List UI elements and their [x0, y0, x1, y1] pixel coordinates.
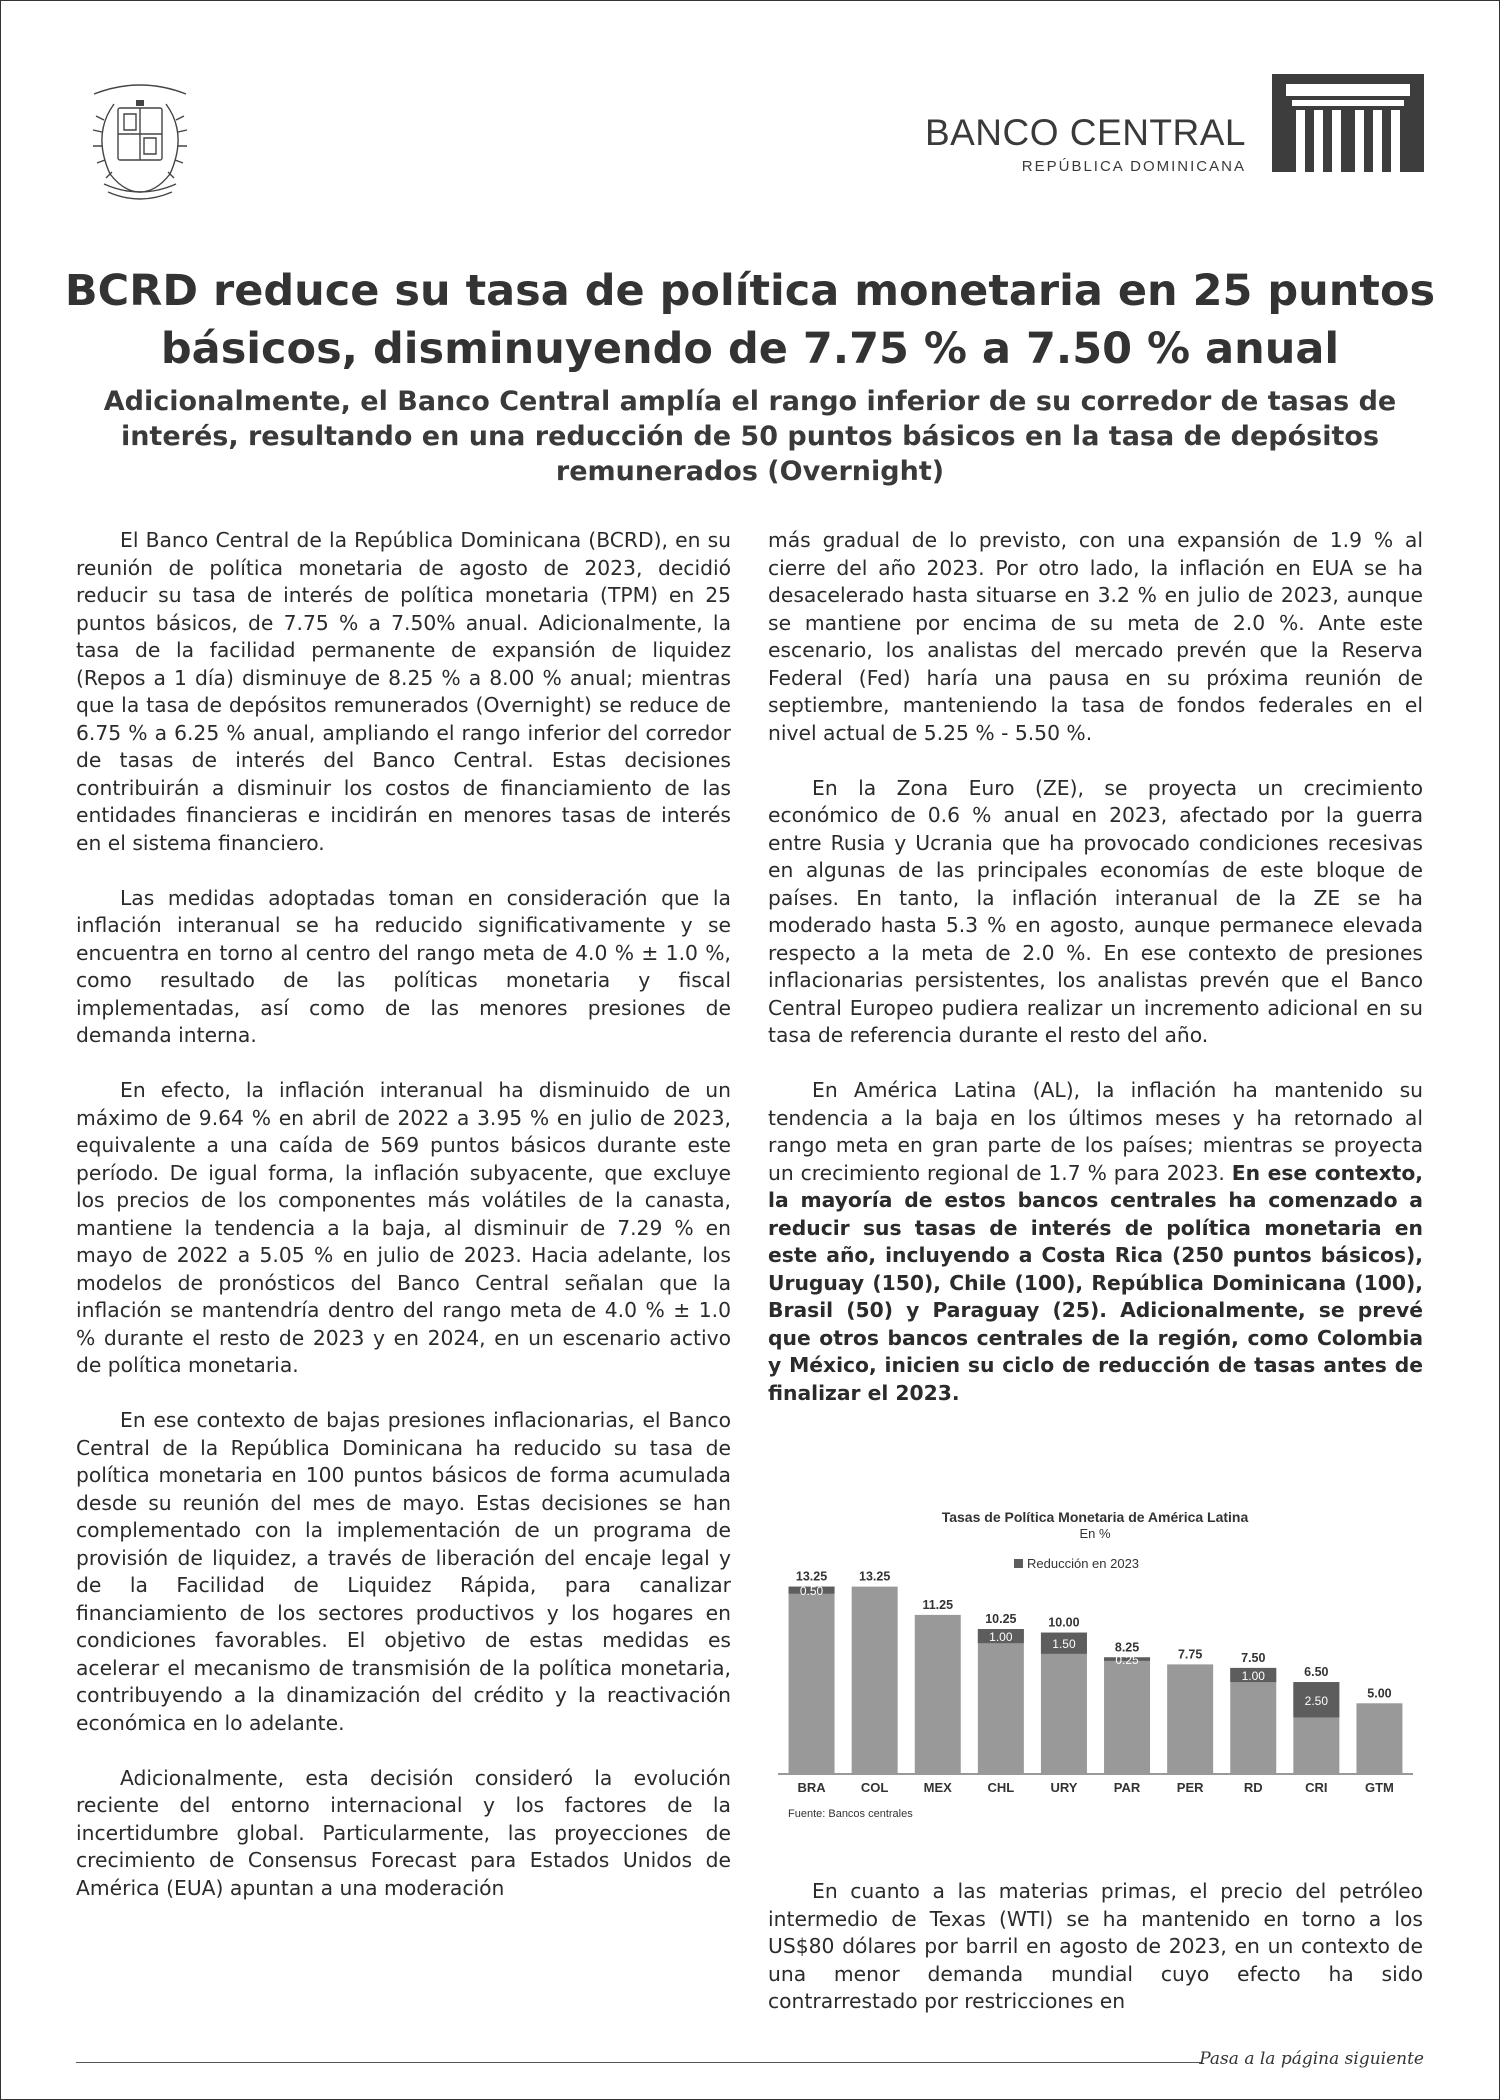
bar-per [1167, 1664, 1213, 1774]
paragraph: Las medidas adoptadas toman en consideración que la inflación interanual se ha reducido significativamente y se encuentra en torno al centro del rango meta de 4.0 % ± 1.0 %, como resultado de las políticas monetaria y fiscal implementadas, así como de las menores presiones de demanda interna. [76, 885, 731, 1047]
reduction-label: 1.00 [1241, 1669, 1265, 1683]
category-label: RD [1243, 1780, 1263, 1795]
right-column-continued [768, 1878, 1423, 2043]
category-label: URY [1050, 1780, 1078, 1795]
coat-of-arms-seal [74, 74, 206, 206]
legend-swatch [1014, 1559, 1023, 1568]
value-label: 7.75 [1177, 1647, 1203, 1662]
bar-gtm [1356, 1703, 1402, 1774]
reduction-label: 0.25 [1115, 1653, 1139, 1668]
value-label: 10.25 [985, 1612, 1017, 1627]
value-label: 7.50 [1241, 1650, 1266, 1665]
continued-note: Pasa a la página siguiente [1199, 2049, 1424, 2069]
paragraph-latam [768, 1077, 1423, 1407]
paragraph: Adicionalmente, esta decisión consideró la evolución reciente del entorno internacional y los factores de la incertidumbre global. Particularmente, las proyecciones de crecimiento de Consensus Forecast para Estados Unidos de América (EUA) apuntan a una moderación [76, 1765, 731, 1900]
chart-subtitle: En % [1079, 1526, 1111, 1541]
value-label: 10.00 [1048, 1615, 1080, 1630]
reduction-label: 1.50 [1052, 1637, 1076, 1652]
value-label: 5.00 [1367, 1686, 1392, 1701]
brand-block [924, 74, 1424, 175]
chart-title: Tasas de Política Monetaria de América Latina [941, 1509, 1249, 1525]
footer-rule [76, 2062, 1201, 2063]
paragraph: más gradual de lo previsto, con una expansión de 1.9 % al cierre del año 2023. Por otro lado, la inflación en EUA se ha desacelerado hasta situarse en 3.2 % en julio de 2023, aunque se mantiene por encima de su meta de 2.0 %. Ante este escenario, los analistas del mercado prevén que la Reserva Federal (Fed) haría una pausa en su próxima reunión de septiembre, manteniendo la tasa de fondos federales en el nivel actual de 5.25 % - 5.50 %. [768, 528, 1423, 745]
category-label: CHL [987, 1780, 1015, 1795]
page-title: BCRD reduce su tasa de política monetaria en 25 puntos básicos, disminuyendo de 7.75 % a 7.50 % anual [64, 266, 1436, 374]
legend-label: Reducción en 2023 [1027, 1556, 1140, 1571]
paragraph: En la Zona Euro (ZE), se proyecta un crecimiento económico de 0.6 % anual en 2023, afectado por la guerra entre Rusia y Ucrania que ha provocado condiciones recesivas en algunas de las principales economías de este bloque de países. En tanto, la inflación interanual de la ZE se ha moderado hasta 5.3 % en agosto, aunque permanece elevada respecto a la meta de 2.0 %. En ese contexto de presiones inflacionarias persistentes, los analistas prevén que el Banco Central Europeo pudiera realizar un incremento adicional en su tasa de referencia durante el resto del año. [768, 775, 1423, 1047]
page-subtitle: Adicionalmente, el Banco Central amplía el rango inferior de su corredor de tasas de interés, resultando en una reducción de 50 puntos básicos en la tasa de depósitos remunerados (Overnight) [103, 386, 1397, 487]
bar-par [1104, 1657, 1150, 1774]
reduction-label: 2.50 [1304, 1693, 1329, 1708]
bar-mex [915, 1615, 961, 1774]
category-label: PER [1176, 1780, 1204, 1795]
banco-central-logo-icon [1272, 74, 1424, 172]
category-label: MEX [923, 1780, 952, 1795]
bar-chl [978, 1629, 1024, 1774]
category-label: GTM [1365, 1780, 1394, 1795]
latam-policy-rate-chart [768, 1504, 1423, 1824]
category-label: COL [860, 1780, 889, 1795]
brand-name: BANCO CENTRAL [924, 112, 1246, 153]
category-label: PAR [1113, 1780, 1141, 1795]
right-column [768, 527, 1423, 1435]
category-label: CRI [1305, 1780, 1328, 1795]
paragraph: En cuanto a las materias primas, el precio del petróleo intermedio de Texas (WTI) se ha mantenido en torno a los US$80 dólares por barril en agosto de 2023, en un contexto de una menor demanda mundial cuyo efecto ha sido contrarrestado por restricciones en [768, 1879, 1423, 2013]
paragraph: El Banco Central de la República Dominicana (BCRD), en su reunión de política monetaria de agosto de 2023, decidió reducir su tasa de interés de política monetaria (TPM) en 25 puntos básicos, de 7.75 % a 7.50% anual. Adicionalmente, la tasa de la facilidad permanente de expansión de liquidez (Repos a 1 día) disminuye de 8.25 % a 8.00 % anual; mientras que la tasa de depósitos remunerados (Overnight) se reduce de 6.75 % a 6.25 % anual, ampliando el rango inferior del corredor de tasas de interés del Banco Central. Estas decisiones contribuirán a disminuir los costos de financiamiento de las entidades financieras e incidirán en menores tasas de interés en el sistema financiero. [76, 528, 731, 855]
chart-source: Fuente: Bancos centrales [788, 1808, 913, 1820]
value-label: 13.25 [859, 1569, 891, 1584]
reduction-label: 0.50 [799, 1584, 824, 1599]
bar-rd [1230, 1668, 1276, 1774]
paragraph: En ese contexto de bajas presiones inflacionarias, el Banco Central de la República Dominicana ha reducido su tasa de política monetaria en 100 puntos básicos de forma acumulada desde su reunión del mes de mayo. Estas decisiones se han complementado con la implementación de un programa de provisión de liquidez, a través de liberación del encaje legal y de la Facilidad de Liquidez Rápida, para canalizar financiamiento de los sectores productivos y los hogares en condiciones favorables. El objetivo de estas medidas es acelerar el mecanismo de transmisión de la política monetaria, contribuyendo a la dinamización del crédito y la reactivación económica en lo adelante. [76, 1408, 731, 1735]
paragraph: En efecto, la inflación interanual ha disminuido de un máximo de 9.64 % en abril de 2022 a 3.95 % en julio de 2023, equivalente a una caída de 569 puntos básicos durante este período. De igual forma, la inflación subyacente, que excluye los precios de los componentes más volátiles de la canasta, mantiene la tendencia a la baja, al disminuir de 7.29 % en mayo de 2022 a 5.05 % en julio de 2023. Hacia adelante, los modelos de pronósticos del Banco Central señalan que la inflación se mantendría dentro del rango meta de 4.0 % ± 1.0 % durante el resto de 2023 y en 2024, en un escenario activo de política monetaria. [76, 1078, 731, 1377]
category-label: BRA [797, 1780, 826, 1795]
paragraph-bold-text: En ese contexto, la mayoría de estos bancos centrales ha comenzado a reducir sus tasas de interés de política monetaria en este año, incluyendo a Costa Rica (250 puntos básicos), Uruguay (150), Chile (100), República Dominicana (100), Brasil (50) y Paraguay (25). Adicionalmente, se prevé que otros bancos centrales de la región, como Colombia y México, inicien su ciclo de reducción de tasas antes de finalizar el 2023. [768, 1160, 1423, 1405]
value-label: 6.50 [1304, 1665, 1329, 1680]
bar-bra [789, 1587, 835, 1774]
value-label: 13.25 [795, 1569, 828, 1584]
left-column [76, 527, 731, 1930]
value-label: 11.25 [922, 1597, 954, 1612]
paragraph-text: En América Latina (AL), la inflación ha mantenido su tendencia a la baja en los últimos meses y ha retornado al rango meta en gran parte de los países; mientras se proyecta un crecimiento regional de 1.7 % para 2023. [768, 1078, 1423, 1185]
bar-col [852, 1587, 898, 1774]
reduction-label: 1.00 [989, 1630, 1013, 1645]
brand-subtitle: REPÚBLICA DOMINICANA [1021, 158, 1246, 175]
value-label: 8.25 [1114, 1640, 1140, 1655]
